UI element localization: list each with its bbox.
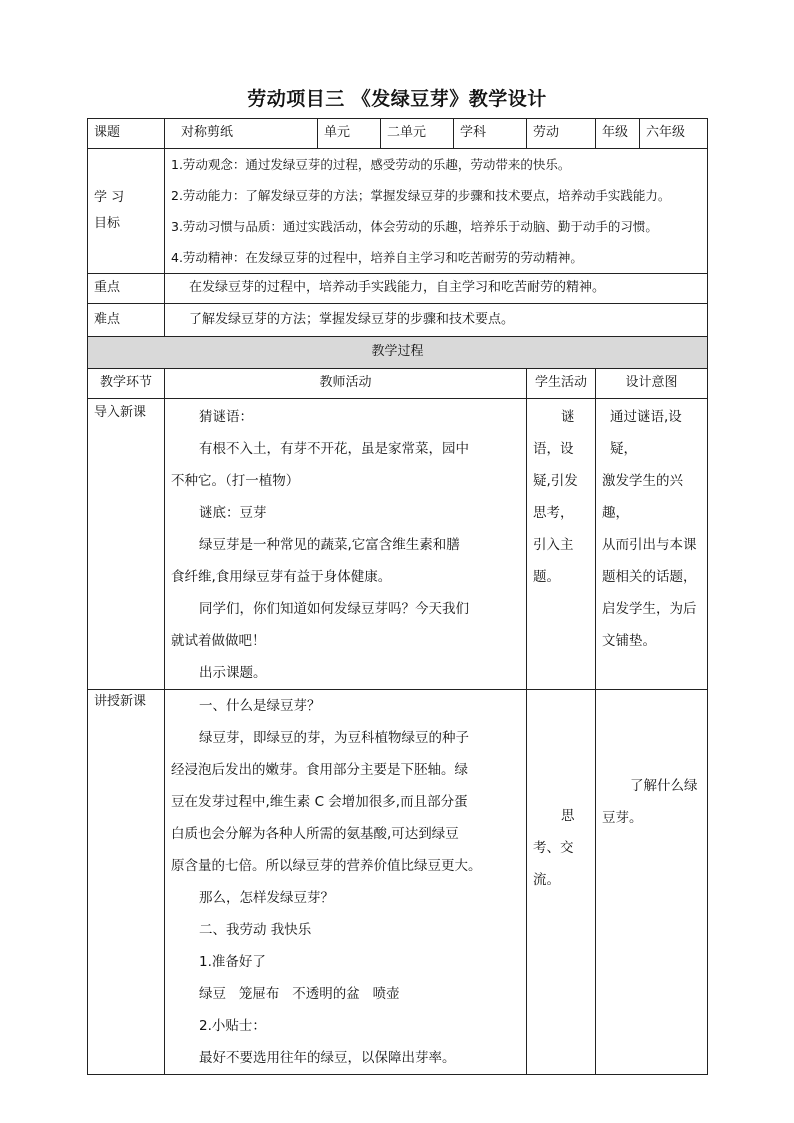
teacher-line: 谜底：豆芽 xyxy=(199,505,267,521)
key-points-row xyxy=(88,274,708,304)
intent-line: 通过谜语,设疑， xyxy=(610,409,682,457)
intent-line: 激发学生的兴趣， xyxy=(602,473,683,521)
header-row xyxy=(88,119,708,149)
intro-student xyxy=(527,399,596,690)
student-line: 引入主题。 xyxy=(533,537,574,585)
grade-label: 年级 xyxy=(596,119,640,149)
teacher-line: 有根不入土，有芽不开花，虽是家常菜，园中 xyxy=(199,441,469,457)
teacher-line: 原含量的七倍。所以绿豆芽的营养价值比绿豆更大。 xyxy=(171,858,482,874)
teacher-line: 经浸泡后发出的嫩芽。食用部分主要是下胚轴。绿 xyxy=(171,762,468,778)
teacher-line: 绿豆芽是一种常见的蔬菜,它富含维生素和膳 xyxy=(199,537,460,553)
subject-value: 劳动 xyxy=(527,119,596,149)
process-columns-row xyxy=(88,369,708,399)
intent-line: 题相关的话题， xyxy=(602,569,697,585)
column-student: 学生活动 xyxy=(527,369,596,399)
intro-teacher xyxy=(165,399,527,690)
lesson-stage: 讲授新课 xyxy=(88,690,165,1075)
teacher-line: 同学们，你们知道如何发绿豆芽吗？今天我们 xyxy=(199,601,469,617)
grade-value: 六年级 xyxy=(640,119,708,149)
lesson-intent xyxy=(596,690,708,1075)
topic-value: 对称剪纸 xyxy=(165,119,318,149)
objective-item: 1.劳动观念：通过发绿豆芽的过程，感受劳动的乐趣，劳动带来的快乐。 xyxy=(171,157,571,172)
subject-label: 学科 xyxy=(454,119,527,149)
teacher-line: 最好不要选用往年的绿豆，以保障出芽率。 xyxy=(199,1050,456,1066)
intro-row xyxy=(88,399,708,690)
topic-label: 课题 xyxy=(88,119,165,149)
intent-line: 启发学生，为后 xyxy=(602,601,697,617)
student-line: 疑,引发思考， xyxy=(533,473,578,521)
objectives-list xyxy=(165,149,708,274)
key-points-label: 重点 xyxy=(88,274,165,304)
intro-intent xyxy=(596,399,708,690)
teacher-line: 就试着做做吧！ xyxy=(171,633,266,649)
student-line: 流。 xyxy=(533,872,560,888)
intro-stage: 导入新课 xyxy=(88,399,165,690)
objectives-row xyxy=(88,149,708,274)
difficulty-text: 了解发绿豆芽的方法；掌握发绿豆芽的步骤和技术要点。 xyxy=(165,304,708,337)
objectives-label-line-2: 目标 xyxy=(94,216,121,231)
student-line: 思考、交 xyxy=(533,808,575,856)
teacher-line: 1.准备好了 xyxy=(199,954,266,970)
teacher-line: 豆在发芽过程中,维生素 C 会增加很多,而且部分蛋 xyxy=(171,794,468,810)
intent-line: 文铺垫。 xyxy=(602,633,656,649)
teacher-line: 猜谜语： xyxy=(199,409,253,425)
difficulty-label: 难点 xyxy=(88,304,165,337)
teacher-line: 食纤维,食用绿豆芽有益于身体健康。 xyxy=(171,569,392,585)
lesson-teacher xyxy=(165,690,527,1075)
teacher-line: 二、我劳动 我快乐 xyxy=(199,922,312,938)
intent-line: 豆芽。 xyxy=(602,810,643,826)
student-line: 谜语，设 xyxy=(533,409,575,457)
intent-line: 从而引出与本课 xyxy=(602,537,697,553)
teacher-line: 绿豆芽，即绿豆的芽，为豆科植物绿豆的种子 xyxy=(199,730,469,746)
teacher-line: 2.小贴士： xyxy=(199,1018,266,1034)
objectives-label-line-1: 学 习 xyxy=(94,190,125,205)
teacher-line: 绿豆 笼屉布 不透明的盆 喷壶 xyxy=(199,986,400,1002)
unit-label: 单元 xyxy=(318,119,381,149)
intent-line: 了解什么绿 xyxy=(630,778,698,794)
difficulty-row xyxy=(88,304,708,337)
lesson-plan-table xyxy=(87,118,708,1075)
objective-item: 4.劳动精神：在发绿豆芽的过程中，培养自主学习和吃苦耐劳的劳动精神。 xyxy=(171,250,583,265)
lesson-row xyxy=(88,690,708,1075)
process-heading: 教学过程 xyxy=(88,337,708,369)
process-heading-row xyxy=(88,337,708,369)
key-points-text: 在发绿豆芽的过程中，培养动手实践能力，自主学习和吃苦耐劳的精神。 xyxy=(165,274,708,304)
teacher-line: 那么，怎样发绿豆芽？ xyxy=(199,890,334,906)
teacher-line: 出示课题。 xyxy=(199,665,267,681)
teacher-line: 白质也会分解为各种人所需的氨基酸,可达到绿豆 xyxy=(171,826,459,842)
column-intent: 设计意图 xyxy=(596,369,708,399)
teacher-line: 一、什么是绿豆芽？ xyxy=(199,698,321,714)
page-title: 劳动项目三 《发绿豆芽》教学设计 xyxy=(247,88,547,110)
column-teacher: 教师活动 xyxy=(165,369,527,399)
objectives-label xyxy=(88,149,165,274)
unit-value: 二单元 xyxy=(381,119,454,149)
objective-item: 2.劳动能力：了解发绿豆芽的方法；掌握发绿豆芽的步骤和技术要点，培养动手实践能力。 xyxy=(171,188,671,203)
teacher-line: 不种它。（打一植物） xyxy=(171,473,300,489)
lesson-student xyxy=(527,690,596,1075)
column-stage: 教学环节 xyxy=(88,369,165,399)
objective-item: 3.劳动习惯与品质：通过实践活动，体会劳动的乐趣，培养乐于动脑、勤于动手的习惯。 xyxy=(171,219,658,234)
